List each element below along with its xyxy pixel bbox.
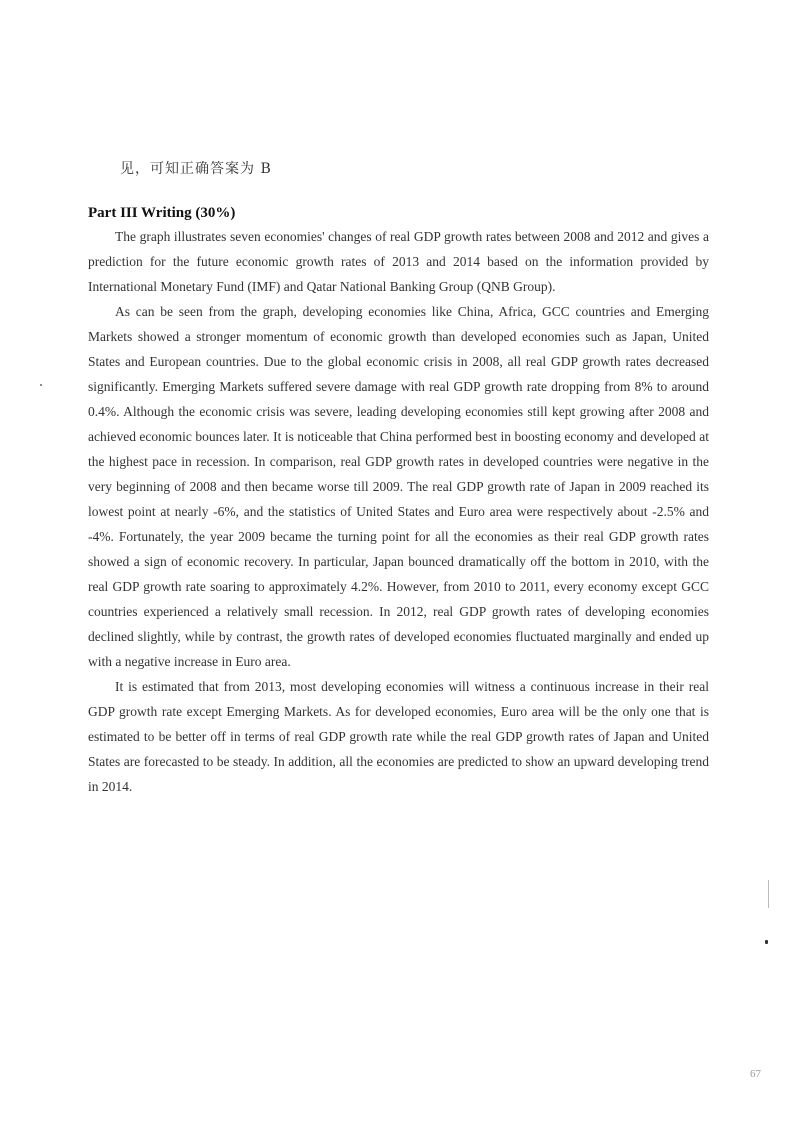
essay-paragraph-2: As can be seen from the graph, developing economies like China, Africa, GCC countries and Emerging Markets showed a stronger momentum of economic growth than developed economies such as Japan, United States and European countries. Due to the global economic crisis in 2008, all real GDP growth rates decreased significantly. Emerging Markets suffered severe damage with real GDP growth rate dropping from 8% to around 0.4%. Although the economic crisis was severe, leading developing economies still kept growing after 2008 and achieved economic bounces later. It is noticeable that China performed best in boosting economy and developed at the highest pace in recession. In comparison, real GDP growth rates in developed countries were negative in the very beginning of 2008 and then became worse till 2009. The real GDP growth rate of Japan in 2009 reached its lowest point at nearly -6%, and the statistics of United States and Euro area were respectively about -2.5% and -4%. Fortunately, the year 2009 became the turning point for all the economies as their real GDP growth rates showed a sign of economic recovery. In particular, Japan bounced dramatically off the bottom in 2010, with the real GDP growth rate soaring to approximately 4.2%. However, from 2010 to 2011, every economy except GCC countries experienced a relatively small recession. In 2012, real GDP growth rates of developing economies declined slightly, while by contrast, the growth rates of developed economies fluctuated marginally and ended up with a negative increase in Euro area. — [88, 304, 709, 669]
scan-dot — [765, 940, 768, 944]
intro-answer-line: 见，可知正确答案为 B — [120, 161, 272, 177]
essay-paragraph-1: The graph illustrates seven economies' changes of real GDP growth rates between 2008 and 2012 and gives a prediction for the future economic growth rates of 2013 and 2014 based on the information provided by International Monetary Fund (IMF) and Qatar National Banking Group (QNB Group). — [88, 229, 709, 294]
scan-edge-mark — [768, 880, 769, 908]
essay-body — [88, 224, 709, 799]
scan-speck — [40, 384, 42, 386]
essay-paragraph-3: It is estimated that from 2013, most developing economies will witness a continuous increase in their real GDP growth rate except Emerging Markets. As for developed economies, Euro area will be the only one that is estimated to be better off in terms of real GDP growth rate while the real GDP growth rates of Japan and United States are forecasted to be steady. In addition, all the economies are predicted to show an upward developing trend in 2014. — [88, 679, 709, 794]
section-heading: Part III Writing (30%) — [88, 205, 236, 221]
page-number: 67 — [750, 1068, 761, 1080]
